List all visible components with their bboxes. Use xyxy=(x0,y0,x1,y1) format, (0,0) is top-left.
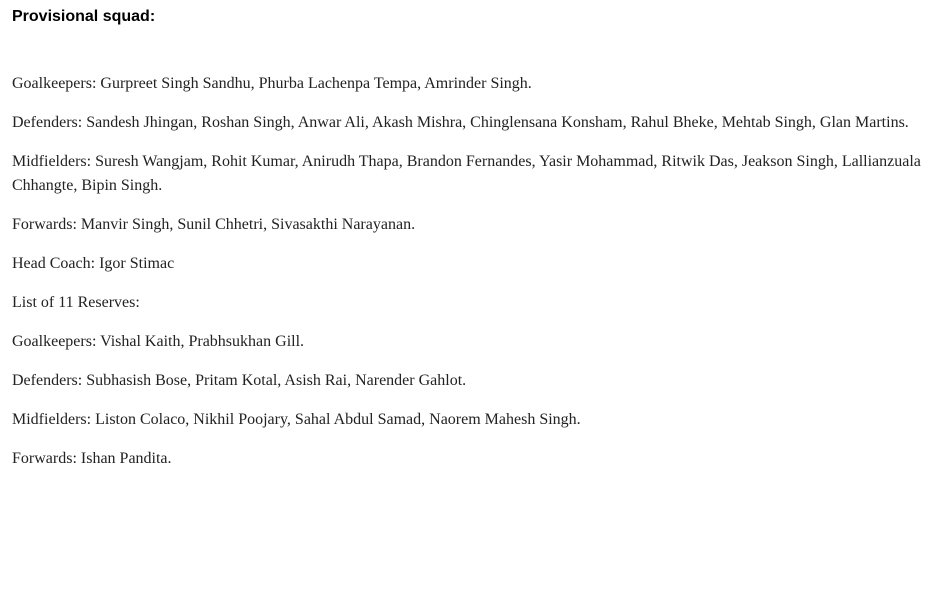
paragraph-midfielders: Midfielders: Suresh Wangjam, Rohit Kumar, Anirudh Thapa, Brandon Fernandes, Yasir Mohammad, Ritwik Das, Jeakson Singh, Lallianzuala Chhangte, Bipin Singh. xyxy=(12,153,921,194)
paragraph-reserve-goalkeepers: Goalkeepers: Vishal Kaith, Prabhsukhan Gill. xyxy=(12,333,305,350)
paragraph-goalkeepers: Goalkeepers: Gurpreet Singh Sandhu, Phurba Lachenpa Tempa, Amrinder Singh. xyxy=(12,75,532,92)
paragraph-reserve-midfielders: Midfielders: Liston Colaco, Nikhil Poojary, Sahal Abdul Samad, Naorem Mahesh Singh. xyxy=(12,411,581,428)
paragraph-list xyxy=(12,72,927,471)
paragraph-head-coach: Head Coach: Igor Stimac xyxy=(12,255,175,272)
section-heading: Provisional squad: xyxy=(12,8,156,25)
paragraph-forwards: Forwards: Manvir Singh, Sunil Chhetri, Sivasakthi Narayanan. xyxy=(12,216,416,233)
paragraph-reserves-title: List of 11 Reserves: xyxy=(12,294,140,311)
document-body xyxy=(12,0,927,486)
paragraph-reserve-forwards: Forwards: Ishan Pandita. xyxy=(12,450,172,467)
paragraph-reserve-defenders: Defenders: Subhasish Bose, Pritam Kotal, Asish Rai, Narender Gahlot. xyxy=(12,372,467,389)
paragraph-defenders: Defenders: Sandesh Jhingan, Roshan Singh, Anwar Ali, Akash Mishra, Chinglensana Konsham, Rahul Bheke, Mehtab Singh, Glan Martins. xyxy=(12,114,909,131)
